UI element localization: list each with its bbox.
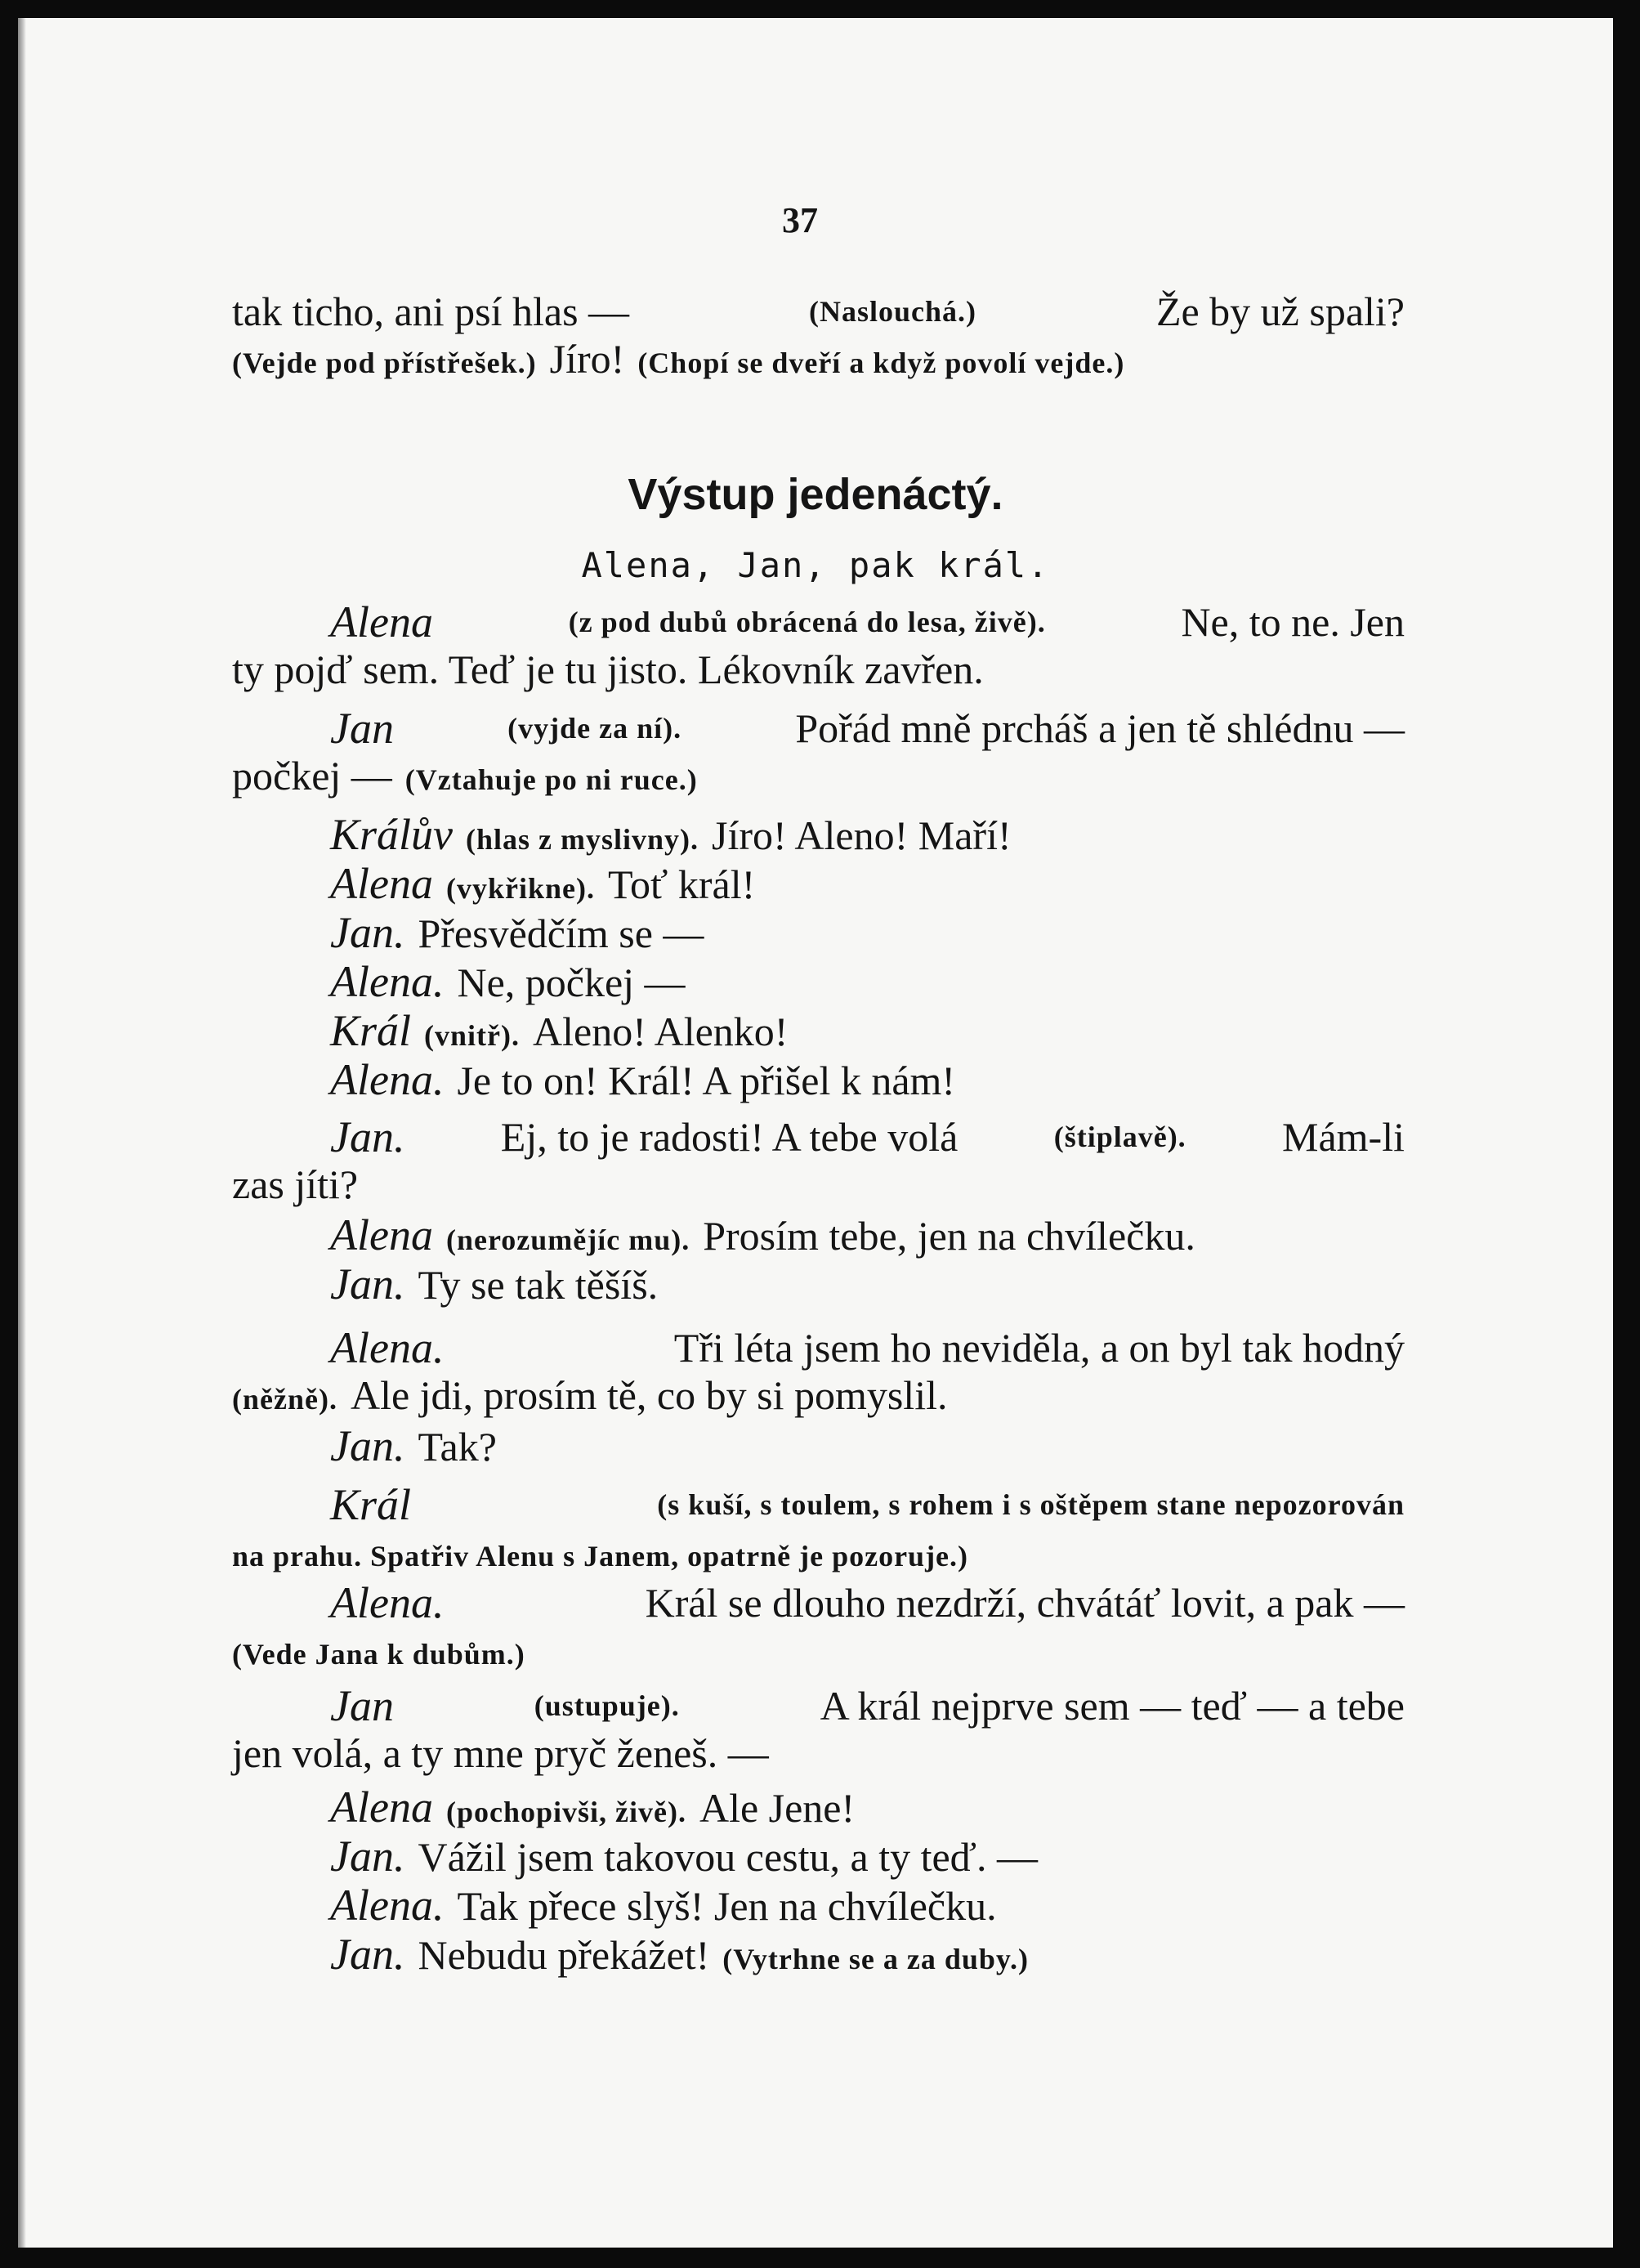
- stage-direction: na prahu. Spatřiv Alenu s Janem, opatrně je pozoruje.): [232, 1540, 969, 1572]
- text-line: [232, 288, 1405, 335]
- dialogue-text: A král nejprve sem — teď — a tebe: [820, 1683, 1405, 1729]
- dialogue-text: Že by už spali?: [1155, 289, 1405, 334]
- text-line: [330, 1881, 997, 1930]
- stage-direction: (hlas z myslivny).: [466, 823, 699, 856]
- text-line: [330, 1481, 1405, 1528]
- speaker-name: Král: [330, 1480, 412, 1529]
- text-line: [330, 1832, 1038, 1881]
- stage-direction: (Vede Jana k dubům.): [232, 1638, 525, 1671]
- dialogue-text: Ty se tak těšíš.: [418, 1262, 659, 1308]
- speaker-name: Jan.: [330, 1832, 405, 1881]
- text-line: [330, 1682, 1405, 1729]
- text-line: [330, 860, 755, 912]
- stage-direction: (Naslouchá.): [808, 295, 976, 328]
- speaker-name: Alena.: [330, 1055, 445, 1104]
- speaker-name: Alena.: [330, 1323, 445, 1372]
- stage-direction: (z pod dubů obrácená do lesa, živě).: [568, 606, 1046, 638]
- text-line: [330, 1260, 658, 1308]
- speaker-name: Jan.: [330, 1421, 405, 1470]
- dialogue-text: Ale jdi, prosím tě, co by si pomyslil.: [350, 1372, 948, 1418]
- stage-direction: (vnitř).: [424, 1019, 521, 1052]
- text-line: [232, 1371, 948, 1423]
- text-line: [330, 1211, 1195, 1264]
- text-line: [232, 1161, 358, 1208]
- dialogue-text: Ej, to je radosti! A tebe volá: [500, 1114, 959, 1160]
- speaker-name: Jan: [330, 1681, 394, 1730]
- dialogue-text: Ale Jene!: [699, 1785, 856, 1831]
- speaker-name: Jan.: [330, 1259, 405, 1308]
- scene-cast: Alena, Jan, pak král.: [581, 545, 1050, 585]
- scene-heading: Výstup jedenáctý.: [628, 470, 1003, 519]
- text-line: [330, 1579, 1405, 1626]
- text-line: [330, 1930, 1029, 1983]
- book-page: [18, 18, 1613, 2248]
- stage-direction: (vyjde za ní).: [507, 712, 682, 745]
- speaker-name: Král: [330, 1006, 412, 1055]
- speaker-name: Alena.: [330, 1881, 445, 1930]
- dialogue-text: Král se dlouho nezdrží, chvátáť lovit, a pak —: [645, 1580, 1405, 1626]
- speaker-name: Jan.: [330, 908, 405, 957]
- dialogue-text: Pořád mně prcháš a jen tě shlédnu —: [795, 705, 1405, 751]
- text-line: [232, 1729, 769, 1777]
- stage-direction: (pochopivši, živě).: [445, 1796, 686, 1828]
- dialogue-text: Jíro!: [549, 336, 625, 382]
- stage-direction: (Chopí se dveří a když povolí vejde.): [637, 347, 1125, 379]
- dialogue-text: Toť král!: [607, 861, 756, 907]
- dialogue-text: Tak?: [418, 1424, 497, 1470]
- page-number: 37: [782, 200, 818, 240]
- speaker-name: Jan.: [330, 1930, 405, 1979]
- stage-direction: (s kuší, s toulem, s rohem i s oštěpem stane nepozorován: [657, 1488, 1405, 1521]
- text-line: [232, 1626, 525, 1678]
- stage-direction: (Vejde pod přístřešek.): [232, 347, 537, 379]
- text-line: [232, 1528, 968, 1580]
- text-line: [330, 705, 1405, 752]
- speaker-name: Králův: [330, 810, 454, 859]
- text-line: [330, 1056, 955, 1104]
- dialogue-text: Mám-li: [1282, 1114, 1405, 1160]
- text-line: [330, 1007, 788, 1059]
- dialogue-text: Ne, počkej —: [457, 960, 686, 1005]
- stage-direction: (Vytrhne se a za duby.): [722, 1943, 1029, 1975]
- stage-direction: (vykřikne).: [445, 872, 595, 905]
- page-edge-shadow: [18, 18, 26, 2248]
- dialogue-text: Je to on! Král! A přišel k nám!: [457, 1058, 956, 1103]
- dialogue-text: Prosím tebe, jen na chvílečku.: [703, 1213, 1195, 1259]
- text-line: [330, 1783, 855, 1836]
- speaker-name: Jan.: [330, 1112, 405, 1161]
- text-line: [330, 1113, 1405, 1161]
- dialogue-text: Vážil jsem takovou cestu, a ty teď. —: [418, 1834, 1038, 1880]
- dialogue-text: ty pojď sem. Teď je tu jisto. Lékovník zavřen.: [232, 646, 984, 692]
- dialogue-text: počkej —: [232, 753, 392, 798]
- dialogue-text: tak ticho, ani psí hlas —: [232, 289, 630, 334]
- text-line: [330, 1324, 1405, 1371]
- stage-direction: (štiplavě).: [1053, 1121, 1186, 1153]
- text-line: [330, 958, 686, 1006]
- dialogue-text: Nebudu překážet!: [418, 1932, 710, 1978]
- dialogue-text: Ne, to ne. Jen: [1181, 599, 1405, 645]
- speaker-name: Alena: [330, 1783, 433, 1832]
- dialogue-text: Přesvědčím se —: [418, 910, 704, 956]
- stage-direction: (něžně).: [232, 1383, 337, 1416]
- dialogue-text: Tak přece slyš! Jen na chvílečku.: [457, 1883, 997, 1929]
- dialogue-text: Jíro! Aleno! Maří!: [712, 812, 1012, 858]
- speaker-name: Alena: [330, 597, 433, 646]
- text-line: [330, 811, 1012, 863]
- text-line: [232, 752, 698, 803]
- dialogue-text: Tři léta jsem ho neviděla, a on byl tak hodný: [673, 1325, 1405, 1371]
- speaker-name: Alena.: [330, 1578, 445, 1627]
- speaker-name: Alena: [330, 1210, 433, 1259]
- speaker-name: Alena: [330, 859, 433, 908]
- text-line: [232, 646, 984, 693]
- dialogue-text: jen volá, a ty mne pryč ženeš. —: [232, 1730, 769, 1776]
- text-line: [232, 335, 1124, 387]
- stage-direction: (Vztahuje po ni ruce.): [404, 763, 698, 796]
- text-line: [330, 1422, 497, 1470]
- text-line: [330, 909, 704, 957]
- speaker-name: Alena.: [330, 957, 445, 1006]
- text-line: [330, 598, 1405, 646]
- dialogue-text: Aleno! Alenko!: [533, 1009, 789, 1054]
- stage-direction: (ustupuje).: [534, 1689, 680, 1722]
- speaker-name: Jan: [330, 704, 394, 753]
- stage-direction: (nerozumějíc mu).: [445, 1223, 690, 1256]
- dialogue-text: zas jíti?: [232, 1161, 359, 1207]
